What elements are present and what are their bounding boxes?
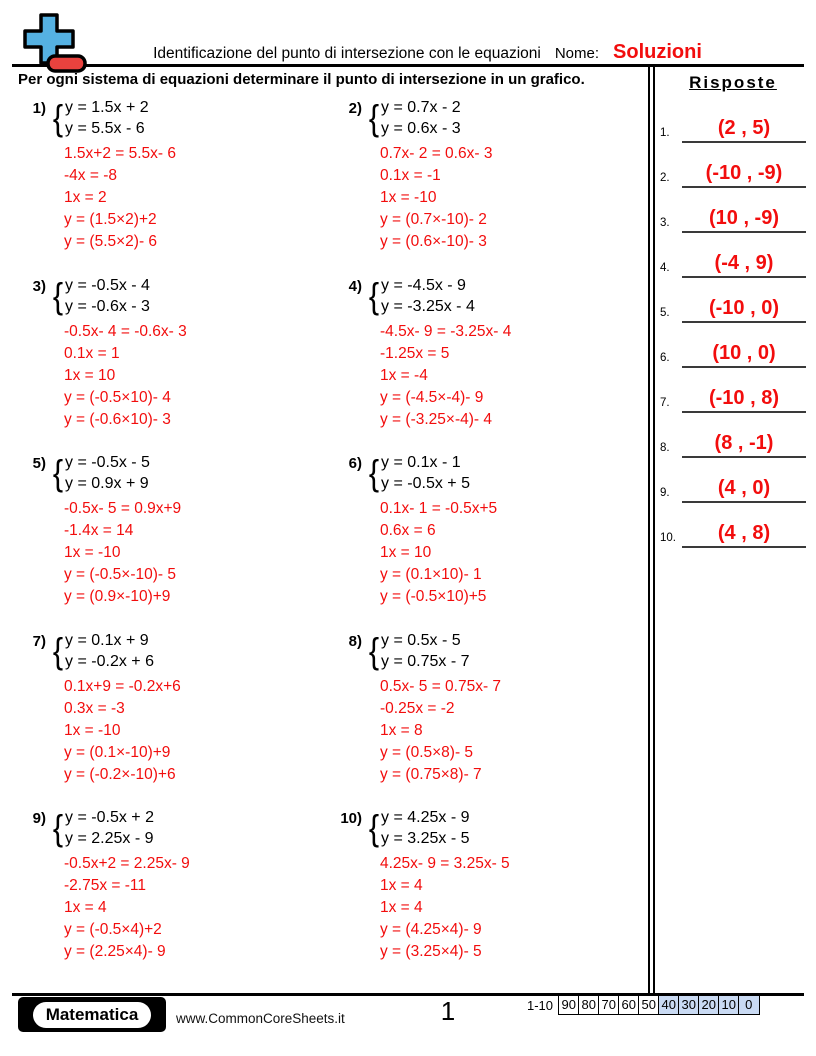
work-line: 1x = -10 — [64, 544, 121, 561]
equation-1: y = -4.5x - 9 — [381, 276, 466, 294]
equation-system — [332, 630, 648, 672]
equation-2: y = -0.2x + 6 — [65, 652, 154, 670]
work-line: y = (5.5×2)- 6 — [64, 233, 158, 250]
work-line: y = (0.1×-10)+9 — [64, 743, 171, 761]
equation-2: y = 3.25x - 5 — [381, 830, 470, 847]
problem-number: 5) — [32, 455, 46, 472]
system-brace: { — [368, 452, 380, 493]
problem-number: 1) — [32, 100, 46, 117]
score-cell: 40 — [658, 995, 680, 1015]
answer-row-2 — [656, 143, 810, 188]
work-line: y = (-4.5×-4)- 9 — [380, 388, 484, 406]
equation-1: y = 0.1x - 1 — [381, 454, 461, 471]
work-line: -0.5x- 4 = -0.6x- 3 — [64, 322, 187, 340]
header — [105, 41, 750, 64]
problem-8 — [332, 630, 648, 808]
answers-column-title: Risposte — [689, 73, 777, 92]
answer-value: (2 , 5) — [682, 117, 806, 143]
score-cell: 0 — [738, 995, 760, 1015]
work-line: 0.1x = 1 — [64, 344, 120, 362]
answer-row-1 — [656, 98, 810, 143]
answer-number: 9. — [660, 487, 670, 499]
work-line: 4.25x- 9 = 3.25x- 5 — [380, 855, 510, 872]
work-line: y = (-0.5×-10)- 5 — [64, 566, 176, 583]
work-line: 1x = 4 — [380, 899, 423, 916]
score-cell: 50 — [638, 995, 660, 1015]
system-brace: { — [52, 274, 64, 316]
problem-9 — [16, 807, 332, 985]
answer-row-6 — [656, 323, 810, 368]
name-value-solutions: Soluzioni — [613, 41, 702, 63]
problem-7 — [16, 630, 332, 808]
work-line: 0.1x+9 = -0.2x+6 — [64, 677, 181, 695]
equation-1: y = 0.7x - 2 — [381, 99, 461, 116]
equation-2: y = 2.25x - 9 — [65, 830, 154, 847]
work-line: -1.25x = 5 — [380, 344, 450, 362]
work-line: 1x = -10 — [380, 189, 437, 206]
solution-work — [380, 321, 648, 431]
answer-number: 7. — [660, 397, 670, 409]
solution-work — [64, 321, 332, 431]
answer-number: 5. — [660, 307, 670, 319]
solution-work — [380, 498, 648, 608]
equation-2: y = 0.9x + 9 — [65, 475, 149, 492]
answer-value: (4 , 8) — [682, 522, 806, 548]
work-line: y = (-3.25×-4)- 4 — [380, 410, 492, 428]
equation-system — [16, 807, 332, 849]
problem-number: 8) — [348, 632, 362, 650]
answers-list — [656, 98, 810, 548]
page-title: Identificazione del punto di intersezione con le equazioni — [153, 45, 541, 62]
work-line: y = (0.6×-10)- 3 — [380, 233, 487, 250]
equation-system — [332, 807, 648, 849]
equation-system — [16, 275, 332, 317]
work-line: 1x = 10 — [64, 366, 116, 384]
solution-work — [380, 676, 648, 786]
brand-name: Matematica — [33, 1002, 152, 1028]
answer-number: 1. — [660, 127, 670, 139]
answer-value: (-10 , 8) — [682, 387, 806, 413]
work-line: y = (1.5×2)+2 — [64, 211, 157, 228]
equation-2: y = -3.25x - 4 — [381, 297, 475, 315]
score-cell: 70 — [598, 995, 620, 1015]
work-line: 1x = 2 — [64, 189, 107, 206]
equation-1: y = -0.5x + 2 — [65, 809, 154, 826]
answer-value: (8 , -1) — [682, 432, 806, 458]
solution-work — [380, 853, 648, 963]
score-cell: 20 — [698, 995, 720, 1015]
solution-work — [64, 143, 332, 253]
equation-2: y = 0.6x - 3 — [381, 120, 461, 137]
problem-number: 9) — [32, 810, 46, 827]
answer-value: (-10 , 0) — [682, 297, 806, 323]
work-line: 0.6x = 6 — [380, 522, 436, 539]
equation-1: y = -0.5x - 4 — [65, 276, 150, 294]
answer-row-9 — [656, 458, 810, 503]
answer-value: (10 , -9) — [682, 207, 806, 233]
plus-minus-logo-icon — [20, 12, 88, 81]
work-line: 1x = 4 — [64, 899, 107, 916]
answer-number: 4. — [660, 262, 670, 274]
work-line: -4x = -8 — [64, 167, 117, 184]
score-range-label: 1-10 — [527, 997, 554, 1013]
answer-value: (-10 , -9) — [682, 162, 806, 188]
work-line: y = (4.25×4)- 9 — [380, 921, 482, 938]
score-table — [527, 995, 760, 1015]
answer-number: 3. — [660, 217, 670, 229]
score-cell: 30 — [678, 995, 700, 1015]
header-divider — [12, 64, 804, 67]
score-cell: 10 — [718, 995, 740, 1015]
equation-2: y = -0.5x + 5 — [381, 475, 470, 492]
system-brace: { — [368, 97, 380, 138]
work-line: y = (2.25×4)- 9 — [64, 943, 166, 960]
equation-2: y = -0.6x - 3 — [65, 297, 150, 315]
work-line: y = (-0.2×-10)+6 — [64, 765, 176, 783]
answer-row-10 — [656, 503, 810, 548]
equation-2: y = 5.5x - 6 — [65, 120, 145, 137]
answer-number: 2. — [660, 172, 670, 184]
problem-number: 7) — [32, 632, 46, 650]
work-line: 0.5x- 5 = 0.75x- 7 — [380, 677, 502, 695]
equation-system — [332, 275, 648, 317]
equation-system — [16, 630, 332, 672]
work-line: 1x = 8 — [380, 721, 423, 739]
answer-row-3 — [656, 188, 810, 233]
equation-system — [332, 452, 648, 494]
score-cell: 90 — [558, 995, 580, 1015]
problem-1 — [16, 97, 332, 275]
answer-value: (-4 , 9) — [682, 252, 806, 278]
answer-number: 8. — [660, 442, 670, 454]
problems-grid — [16, 97, 648, 985]
equation-1: y = 0.1x + 9 — [65, 631, 149, 649]
work-line: 1x = 10 — [380, 544, 432, 561]
equation-2: y = 0.75x - 7 — [381, 652, 470, 670]
work-line: -0.5x- 5 = 0.9x+9 — [64, 500, 182, 517]
problem-number: 3) — [32, 277, 46, 295]
system-brace: { — [52, 97, 64, 138]
equation-1: y = 0.5x - 5 — [381, 631, 461, 649]
answer-number: 10. — [660, 532, 676, 544]
problem-3 — [16, 275, 332, 453]
website-url: www.CommonCoreSheets.it — [176, 1011, 345, 1026]
equation-1: y = 1.5x + 2 — [65, 99, 149, 116]
work-line: -1.4x = 14 — [64, 522, 134, 539]
work-line: y = (0.1×10)- 1 — [380, 566, 482, 583]
system-brace: { — [52, 452, 64, 493]
system-brace: { — [52, 629, 64, 671]
problem-4 — [332, 275, 648, 453]
system-brace: { — [368, 629, 380, 671]
answer-row-8 — [656, 413, 810, 458]
work-line: 0.1x = -1 — [380, 167, 441, 184]
problem-6 — [332, 452, 648, 630]
page-number: 1 — [440, 996, 456, 1026]
work-line: -0.25x = -2 — [380, 699, 455, 717]
work-line: 1x = -4 — [380, 366, 428, 384]
equation-system — [16, 97, 332, 139]
work-line: 0.1x- 1 = -0.5x+5 — [380, 500, 498, 517]
equation-system — [332, 97, 648, 139]
problem-number: 10) — [340, 810, 362, 827]
answer-row-4 — [656, 233, 810, 278]
problem-2 — [332, 97, 648, 275]
work-line: y = (0.9×-10)+9 — [64, 588, 171, 605]
answers-column-divider — [648, 67, 655, 993]
instruction-text: Per ogni sistema di equazioni determinare il punto di intersezione in un grafico. — [18, 71, 585, 88]
work-line: y = (-0.5×10)- 4 — [64, 388, 171, 406]
equation-1: y = -0.5x - 5 — [65, 454, 150, 471]
answer-row-7 — [656, 368, 810, 413]
problem-number: 4) — [348, 277, 362, 295]
answer-value: (4 , 0) — [682, 477, 806, 503]
equation-1: y = 4.25x - 9 — [381, 809, 470, 826]
work-line: 0.3x = -3 — [64, 699, 125, 717]
work-line: y = (-0.5×4)+2 — [64, 921, 162, 938]
problem-10 — [332, 807, 648, 985]
problem-5 — [16, 452, 332, 630]
work-line: 1x = 4 — [380, 877, 423, 894]
work-line: y = (-0.6×10)- 3 — [64, 410, 171, 428]
answer-number: 6. — [660, 352, 670, 364]
score-cells — [558, 995, 760, 1015]
solution-work — [64, 498, 332, 608]
work-line: -0.5x+2 = 2.25x- 9 — [64, 855, 190, 872]
work-line: y = (0.5×8)- 5 — [380, 743, 474, 761]
work-line: -2.75x = -11 — [64, 877, 146, 894]
answer-row-5 — [656, 278, 810, 323]
name-label: Nome: — [554, 45, 600, 62]
score-cell: 80 — [578, 995, 600, 1015]
solution-work — [64, 853, 332, 963]
solution-work — [380, 143, 648, 253]
brand-badge — [18, 997, 166, 1032]
system-brace: { — [52, 807, 64, 848]
answer-value: (10 , 0) — [682, 342, 806, 368]
system-brace: { — [368, 274, 380, 316]
solution-work — [64, 676, 332, 786]
work-line: -4.5x- 9 = -3.25x- 4 — [380, 322, 512, 340]
equation-system — [16, 452, 332, 494]
work-line: 1x = -10 — [64, 721, 121, 739]
problem-number: 6) — [348, 455, 362, 472]
work-line: 0.7x- 2 = 0.6x- 3 — [380, 145, 493, 162]
score-cell: 60 — [618, 995, 640, 1015]
problem-number: 2) — [348, 100, 362, 117]
work-line: 1.5x+2 = 5.5x- 6 — [64, 145, 177, 162]
work-line: y = (3.25×4)- 5 — [380, 943, 482, 960]
system-brace: { — [368, 807, 380, 848]
work-line: y = (-0.5×10)+5 — [380, 588, 487, 605]
work-line: y = (0.75×8)- 7 — [380, 765, 482, 783]
work-line: y = (0.7×-10)- 2 — [380, 211, 487, 228]
